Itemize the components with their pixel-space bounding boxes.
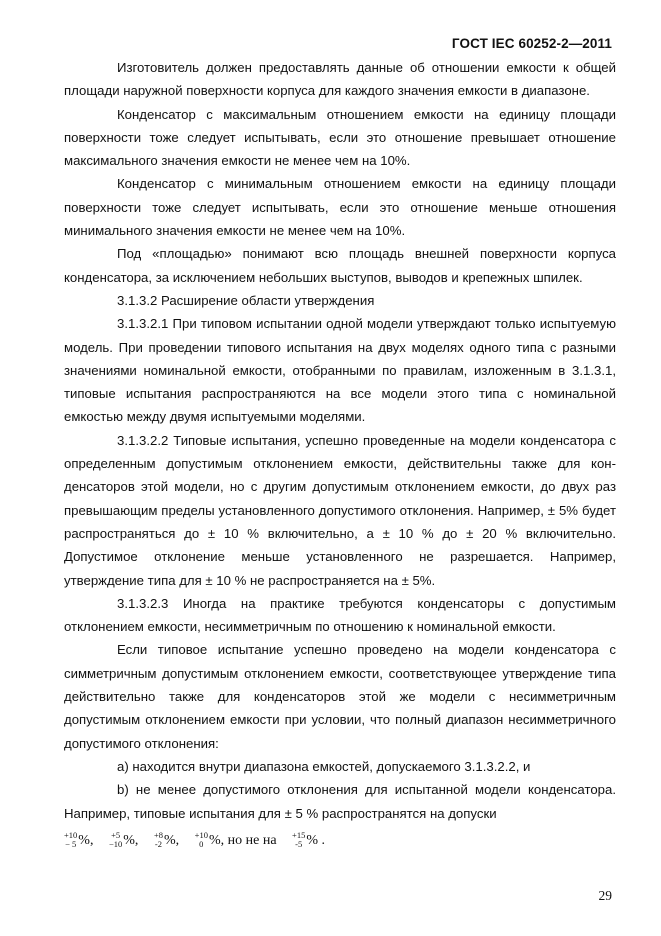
section-heading: 3.1.3.2 Расширение области утверждения [117,292,375,308]
tolerance-fraction [154,831,163,849]
tolerance-upper: +8 [153,829,163,840]
tolerance-upper: +10 [64,829,78,840]
tolerance-examples [64,829,616,852]
tolerance-fraction [195,831,208,849]
tolerance-upper: +10 [194,829,208,840]
tolerance-percent: %, [78,832,94,848]
tolerance-fraction [292,831,305,849]
paragraph: 3.1.3.2.2 Типовые испытания, успешно проведенные на модели конденсатора с определенным допустимым отклонением емкости, действительны также для конденсаторов этой модели, но с другим допустимым отклонением емкости, до двух раз превышающим пределы установленного допустимого отклонения. Например, ± 5% будет распространяться до ± 10 % включительно, а ± 10 % до ± 20 % включительно. Допустимое отклонение меньше установленного не разрешается. Например, утверждение типа для ± 10 % не распространяется на ± 5%. [64,432,616,588]
tolerance-percent: %, [123,832,139,848]
tolerance-fraction [64,831,77,849]
paragraph: Под «площадью» понимают всю площадь внешней поверхности корпуса конденсатора, за исключением небольших выступов, выводов и крепежных шпилек. [64,246,616,285]
paragraph: 3.1.3.2.3 Иногда на практике требуются конденсаторы с допустимым отклонением емкости, несимметричным по отношению к номинальной емкости. [64,595,616,635]
paragraph: Конденсатор с минимальным отношением емкости на единицу площади поверхности тоже следует испытывать, если это отношение меньше отношения минимального значения емкости не менее чем на 10%. [64,176,616,239]
paragraph: Если типовое испытание успешно проведено на модели конденсатора с симметричным допустимым отклонением емкости, соответствующее утверждение типа действительно также для конденсаторов этой же модели с несимметричным допустимым отклонением емкости при условии, что полный диапазон несимметричного допустимого отклонения: [64,642,616,751]
tolerance-lower: -5 [295,838,303,849]
paragraph: Конденсатор с максимальным отношением емкости на единицу площади поверхности тоже следует испытывать, если это отношение превышает отношение максимального значения емкости не менее чем на 10%. [64,106,616,169]
tolerance-percent: % [208,832,221,848]
tolerance-lower: 0 [199,838,204,849]
paragraph: Изготовитель должен предоставлять данные об отношении емкости к общей площади наружной поверхности корпуса для каждого значения емкости в диапазоне. [64,60,616,99]
list-item: b) не менее допустимого отклонения для испытанной модели конденсатора. Например, типовые испытания для ± 5 % распространятся на допуски [64,782,616,821]
page-number: 29 [598,888,612,903]
tolerance-lower: −10 [108,838,123,849]
exception-text: , но не на [220,832,277,848]
closing-percent: % . [306,832,325,848]
tolerance-lower: -2 [154,838,162,849]
list-item: a) находится внутри диапазона емкостей, допускаемого 3.1.3.2.2, и [117,758,531,774]
document-id-header: ГОСТ IEC 60252-2—2011 [451,36,612,51]
paragraph: 3.1.3.2.1 При типовом испытании одной модели утверждают только испытуемую модель. При проведении типового испытания на двух моделях одного типа с разными значениями номинальной емкости, отобранными по правилам, изложенным в 3.1.3.1, типовые испытания распространяются на все модели этого типа с номинальной емкостью между двумя испытуемыми моделями. [64,316,616,425]
tolerance-upper: +5 [111,829,121,840]
main-text [64,56,616,852]
tolerance-percent: %, [163,832,180,848]
tolerance-lower: − 5 [65,838,77,849]
tolerance-fraction [109,831,122,849]
tolerance-upper: +15 [292,829,306,840]
